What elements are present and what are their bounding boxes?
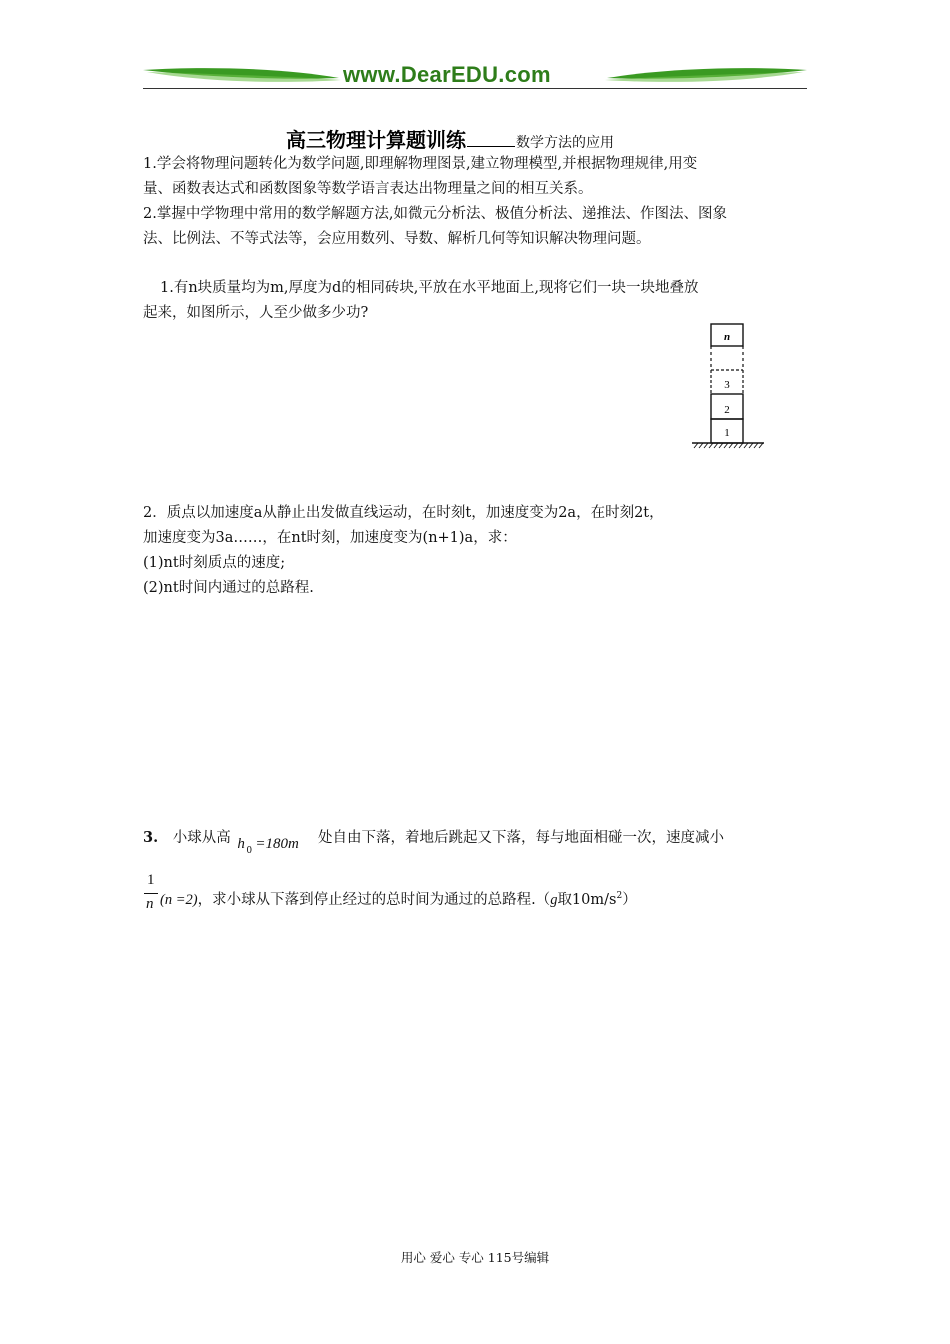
brick-stack-figure bbox=[690, 322, 766, 452]
problem-2-question-1: (1)nt时刻质点的速度; bbox=[143, 555, 286, 571]
h-value: =180m bbox=[255, 836, 299, 852]
problem-3-text-a: 小球从高 bbox=[172, 830, 231, 846]
title-main: 高三物理计算题训练 bbox=[286, 128, 466, 152]
problem-3-number: 3. bbox=[143, 829, 159, 846]
problem-3-line-1 bbox=[143, 826, 724, 856]
problem-3-superscript: 2 bbox=[616, 891, 623, 902]
intro-2-line-2: 法、比例法、不等式法等，会应用数列、导数、解析几何等知识解决物理问题。 bbox=[143, 231, 651, 247]
page-title bbox=[286, 124, 614, 153]
problem-1-line-2: 起来，如图所示，人至少做多少功? bbox=[143, 305, 369, 321]
intro-1-line-1: 1.学会将物理问题转化为数学问题,即理解物理图景,建立物理模型,并根据物理规律,用变 bbox=[143, 156, 698, 172]
brick-label-1: 1 bbox=[724, 427, 730, 439]
title-sub: 数学方法的应用 bbox=[516, 135, 614, 151]
problem-2-line-1: 2．质点以加速度a从静止出发做直线运动，在时刻t，加速度变为2a，在时刻2t， bbox=[143, 505, 664, 521]
problem-2-line-2: 加速度变为3a……，在nt时刻，加速度变为(n+1)a，求： bbox=[143, 530, 517, 546]
page-footer: 用心 爱心 专心 115号编辑 bbox=[400, 1250, 550, 1265]
problem-3-text-d: 取10m/s bbox=[557, 892, 617, 908]
fraction-1-over-n: 1 n bbox=[143, 872, 223, 920]
brick-label-3: 3 bbox=[724, 379, 730, 391]
problem-1-line-1: 1.有n块质量均为m,厚度为d的相同砖块,平放在水平地面上,现将它们一块一块地叠放 bbox=[160, 280, 699, 296]
brick-label-2: 2 bbox=[724, 404, 730, 416]
problem-3-text-c: ，求小球从下落到停止经过的总时间为通过的总路程.（ bbox=[197, 892, 551, 908]
problem-2-question-2: (2)nt时间内通过的总路程. bbox=[143, 580, 314, 596]
problem-3-text-e: ） bbox=[622, 892, 637, 908]
problem-3-text-b: 处自由下落，着地后跳起又下落，每与地面相碰一次，速度减小 bbox=[317, 830, 724, 846]
intro-1-line-2: 量、函数表达式和函数图象等数学语言表达出物理量之间的相互关系。 bbox=[143, 181, 593, 197]
problem-3-line-2 bbox=[160, 888, 637, 909]
g-symbol: g bbox=[550, 892, 558, 908]
h-symbol: h bbox=[237, 836, 245, 852]
header-rule bbox=[143, 88, 807, 89]
h-subscript: 0 bbox=[246, 846, 253, 856]
intro-2-line-1: 2.掌握中学物理中常用的数学解题方法,如微元分析法、极值分析法、递推法、作图法、图象 bbox=[143, 206, 727, 222]
brick-label-n: n bbox=[723, 331, 731, 343]
site-logo-text[interactable]: www.DearEDU.com bbox=[343, 62, 551, 87]
problem-3-condition: (n =2) bbox=[160, 892, 198, 908]
title-blank bbox=[467, 132, 515, 147]
problem-3-height-formula bbox=[235, 828, 313, 856]
